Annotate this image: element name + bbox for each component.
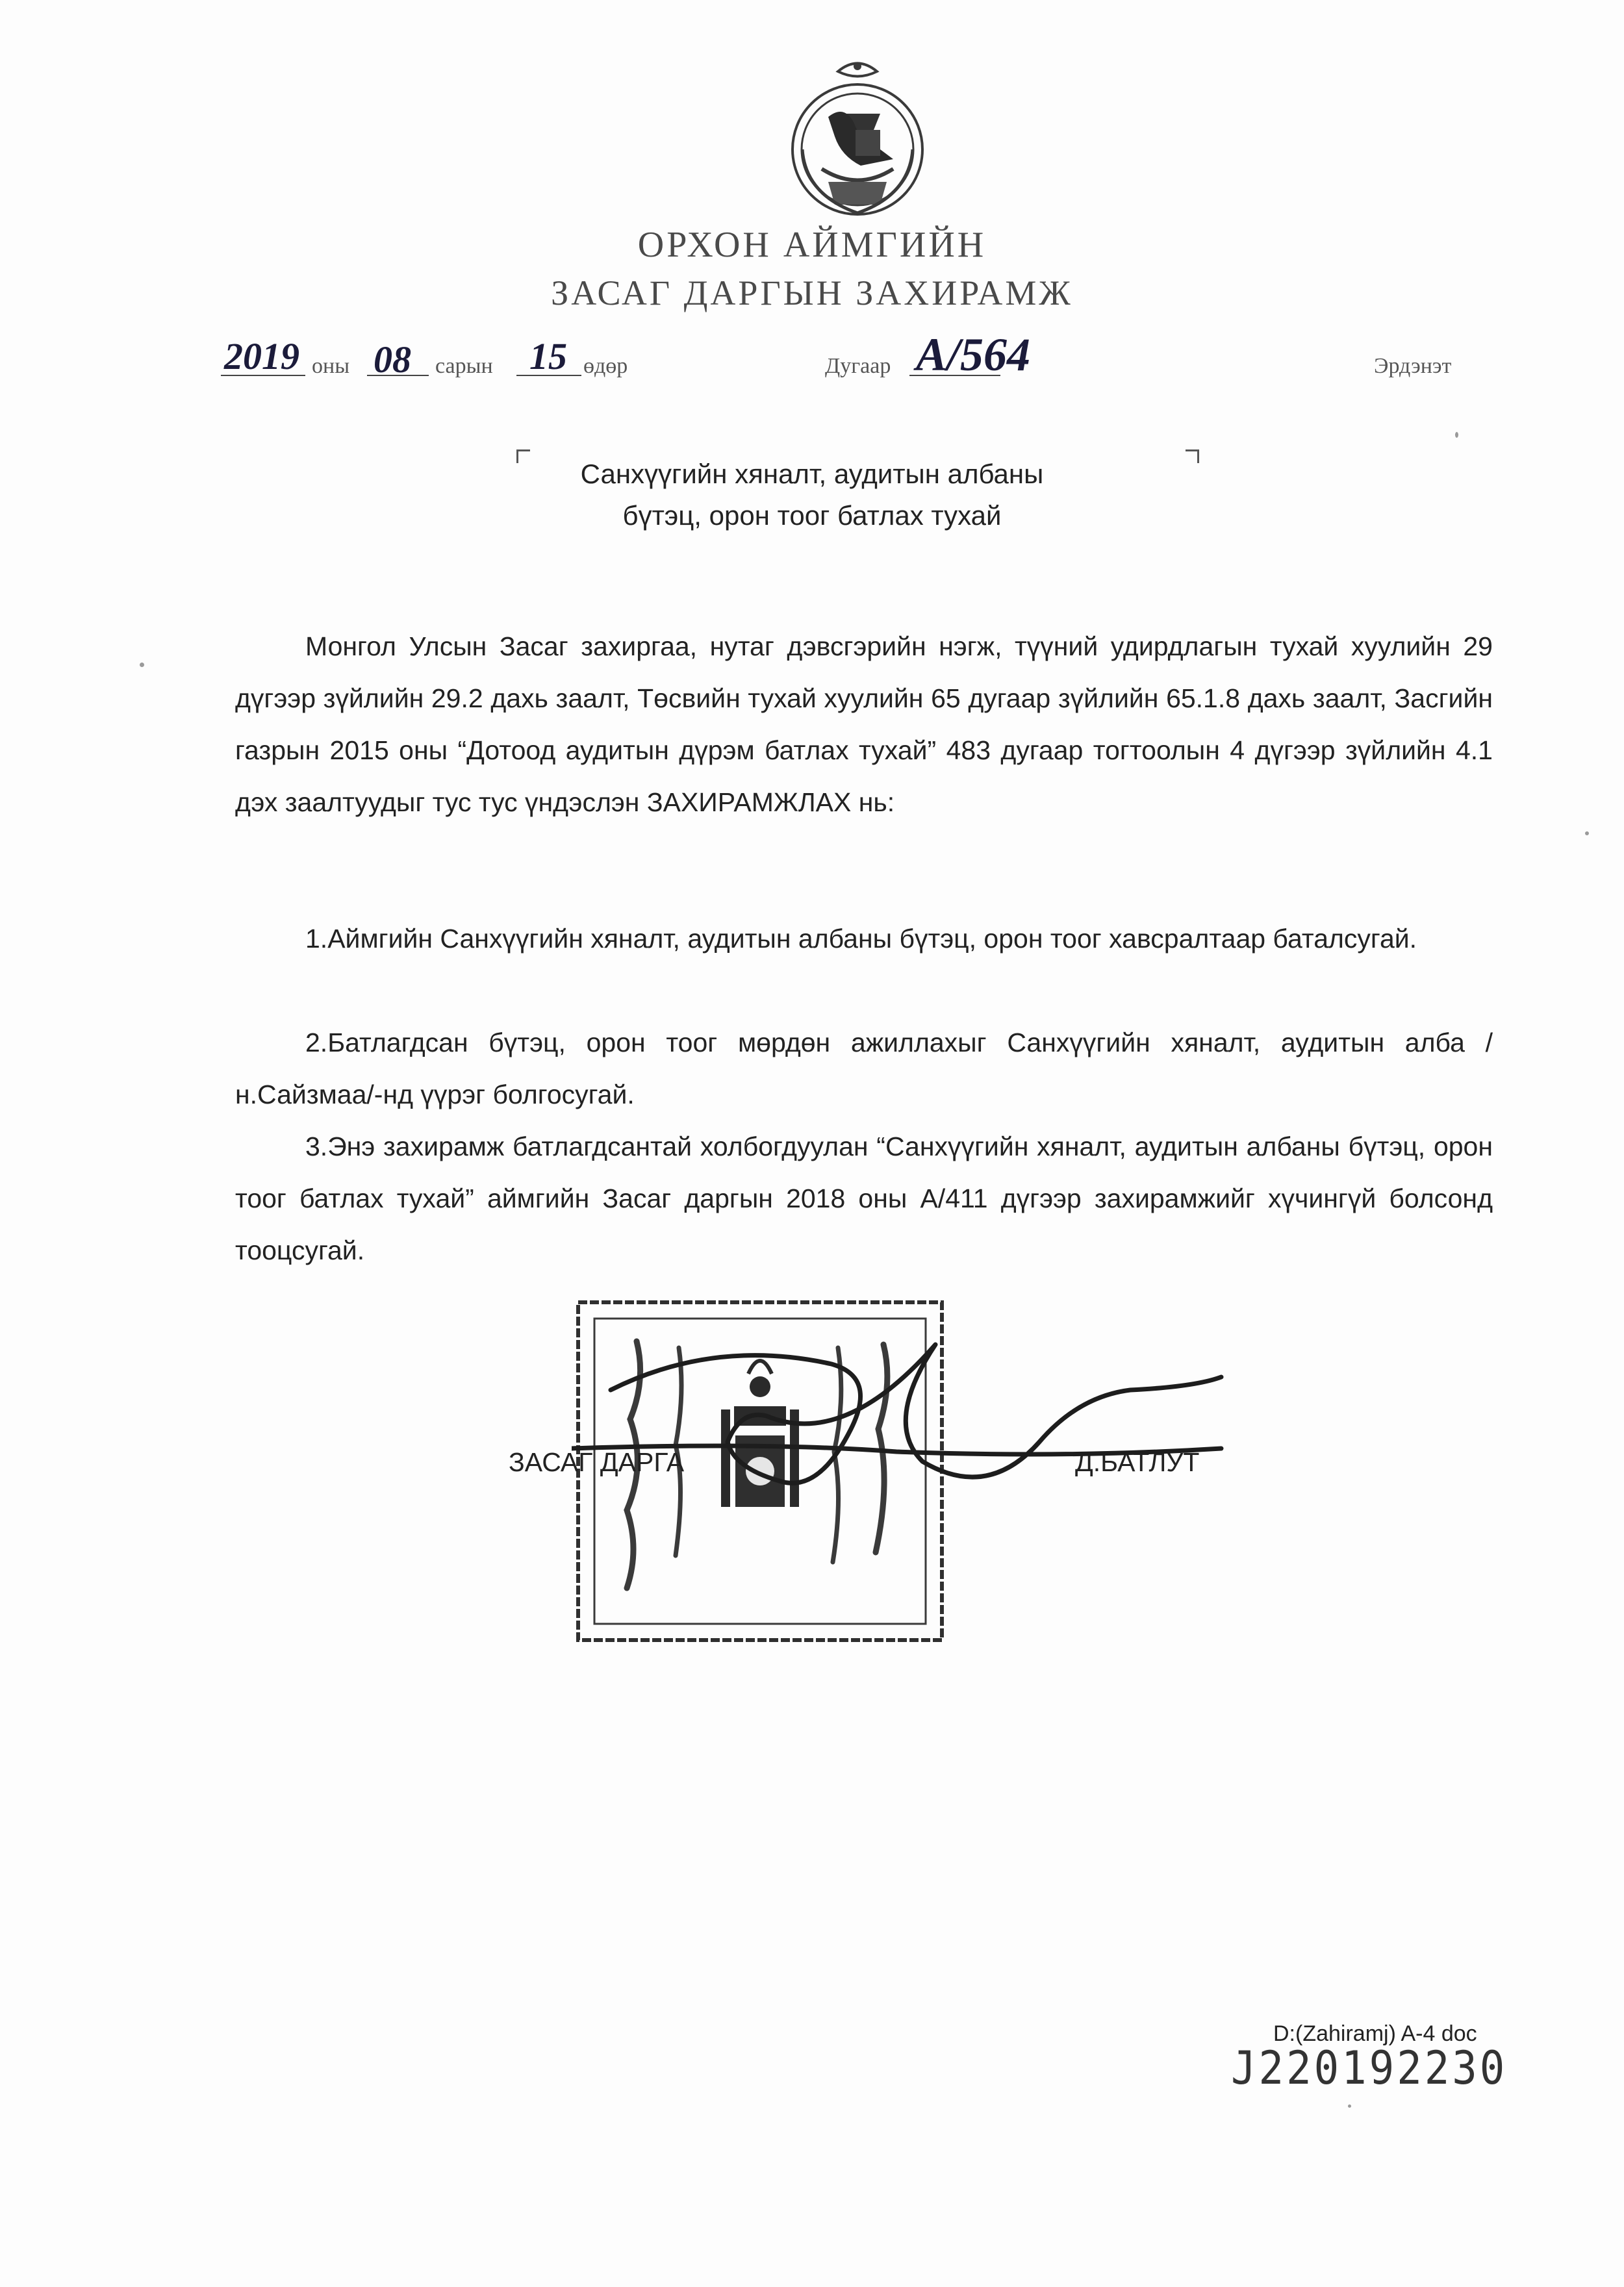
- month-underline: [367, 375, 429, 376]
- title-line-1: Санхүүгийн хяналт, аудитын албаны: [580, 459, 1044, 489]
- scan-speck: [1455, 432, 1458, 438]
- scan-speck: [140, 663, 144, 667]
- month-suffix: сарын: [435, 354, 493, 378]
- intro-paragraph: Монгол Улсын Засаг захиргаа, нутаг дэвсгэрийн нэгж, түүний удирдлагын тухай хуулийн 29 дүгээр зүйлийн 29.2 дахь заалт, Төсвийн тухай хуулийн 65 дугаар зүйлийн 65.1.8 дахь заалт, Засгийн газрын 2015 оны “Дотоод аудитын дүрэм батлах тухай” 483 дугаар тогтоолын 4 дүгээр зүйлийн 4.1 дэх заалтуудыг тус тус үндэслэн ЗАХИРАМЖЛАХ нь:: [235, 631, 1493, 817]
- issue-city: Эрдэнэт: [1374, 354, 1452, 378]
- issuer-line-1: ОРХОН АЙМГИЙН: [637, 225, 987, 265]
- document-title: [0, 453, 1624, 537]
- decree-item-3: 3.Энэ захирамж батлагдсантай холбогдуулан “Санхүүгийн хяналт, аудитын албаны бүтэц, орон тоог батлах тухай” аймгийн Засаг даргын 2018 оны А/411 дүгээр захирамжийг хүчингүй болсонд тооцсугай.: [235, 1131, 1493, 1265]
- handwritten-month: 08: [374, 338, 411, 381]
- year-suffix: оны: [312, 354, 350, 378]
- scan-speck: [1585, 831, 1589, 835]
- document-number: [825, 328, 1098, 386]
- day-suffix: өдөр: [583, 354, 628, 378]
- handwritten-day: 15: [529, 335, 567, 377]
- day-underline: [516, 375, 581, 376]
- title-line-2: бүтэц, орон тоог батлах тухай: [622, 500, 1002, 531]
- scan-speck: [1348, 2104, 1351, 2108]
- signatory-position: ЗАСАГ ДАРГА: [509, 1447, 685, 1477]
- document-serial-number: J220192230: [1231, 2042, 1508, 2095]
- date-underline: [221, 375, 305, 376]
- number-label: Дугаар: [825, 354, 891, 378]
- handwritten-year: 2019: [224, 335, 299, 377]
- decree-item-1: 1.Аймгийн Санхүүгийн хяналт, аудитын албаны бүтэц, орон тоог хавсралтаар баталсугай.: [305, 924, 1417, 954]
- handwritten-signature: [572, 1338, 1234, 1533]
- issuer-line-2: ЗАСАГ ДАРГЫН ЗАХИРАМЖ: [551, 273, 1073, 312]
- date-line: [221, 335, 676, 386]
- signatory-name: Д.БАТЛУТ: [1075, 1447, 1200, 1477]
- decree-item-2: 2.Батлагдсан бүтэц, орон тоог мөрдөн ажиллахыг Санхүүгийн хяналт, аудитын алба /н.Сайзмаа/-нд үүрэг болгосугай.: [235, 1028, 1493, 1109]
- state-emblem: [783, 52, 932, 227]
- handwritten-number: A/564: [916, 329, 1031, 381]
- document-file-reference: D:(Zahiramj) A-4 doc: [1273, 2021, 1477, 2046]
